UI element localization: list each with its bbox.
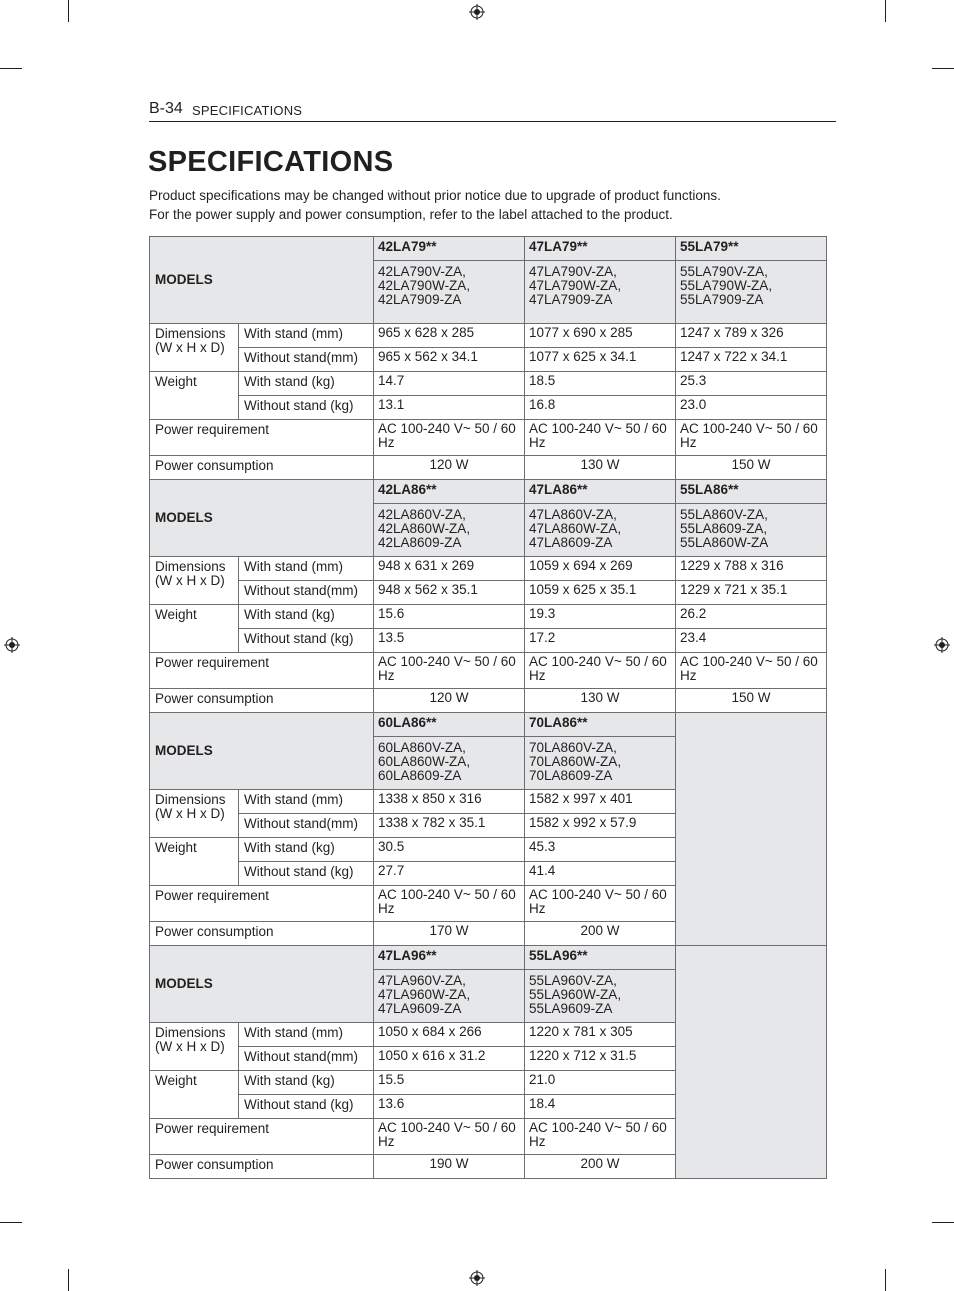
power-consumption-label: Power consumption xyxy=(150,1155,374,1179)
with-stand-mm-label: With stand (mm) xyxy=(239,557,374,581)
with-stand-mm-label: With stand (mm) xyxy=(239,790,374,814)
weight-without-stand: 13.6 xyxy=(374,1095,525,1119)
without-stand-mm-label: Without stand(mm) xyxy=(239,814,374,838)
dimension-with-stand: 948 x 631 x 269 xyxy=(374,557,525,581)
power-requirement: AC 100-240 V~ 50 / 60 Hz xyxy=(676,420,827,456)
variant: 55LA960V-ZA, xyxy=(529,973,617,988)
empty-cell xyxy=(676,713,827,946)
registration-mark-icon xyxy=(934,637,950,653)
variant: 60LA860V-ZA, xyxy=(378,740,466,755)
weight-without-stand: 13.1 xyxy=(374,396,525,420)
power-requirement: AC 100-240 V~ 50 / 60 Hz xyxy=(374,653,525,689)
registration-mark-icon xyxy=(469,4,485,20)
model-variants xyxy=(374,970,525,1023)
dimension-with-stand: 1050 x 684 x 266 xyxy=(374,1023,525,1047)
variant: 70LA8609-ZA xyxy=(529,768,613,783)
dimension-with-stand: 1220 x 781 x 305 xyxy=(525,1023,676,1047)
crop-mark xyxy=(0,68,22,69)
model-name: 55LA86** xyxy=(676,480,827,504)
power-requirement-label: Power requirement xyxy=(150,420,374,456)
variant: 42LA7909-ZA xyxy=(378,292,462,307)
table-row xyxy=(150,420,827,456)
model-name: 47LA79** xyxy=(525,237,676,261)
registration-mark-icon xyxy=(4,637,20,653)
without-stand-kg-label: Without stand (kg) xyxy=(239,629,374,653)
variant: 60LA8609-ZA xyxy=(378,768,462,783)
variant: 47LA8609-ZA xyxy=(529,535,613,550)
dimension-with-stand: 1338 x 850 x 316 xyxy=(374,790,525,814)
variant: 55LA7909-ZA xyxy=(680,292,764,307)
weight-with-stand: 21.0 xyxy=(525,1071,676,1095)
models-label: MODELS xyxy=(150,480,374,557)
without-stand-mm-label: Without stand(mm) xyxy=(239,1047,374,1071)
models-label: MODELS xyxy=(150,946,374,1023)
weight-without-stand: 41.4 xyxy=(525,862,676,886)
variant: 60LA860W-ZA, xyxy=(378,754,471,769)
model-name: 55LA79** xyxy=(676,237,827,261)
weight-without-stand: 23.0 xyxy=(676,396,827,420)
crop-mark xyxy=(885,1269,886,1291)
variant: 55LA960W-ZA, xyxy=(529,987,622,1002)
variant: 47LA860W-ZA, xyxy=(529,521,622,536)
page-header xyxy=(149,100,836,122)
registration-mark-icon xyxy=(469,1270,485,1286)
variant: 47LA790V-ZA, xyxy=(529,264,617,279)
models-header-row xyxy=(150,946,827,970)
dimension-without-stand: 1059 x 625 x 35.1 xyxy=(525,581,676,605)
dimension-with-stand: 1229 x 788 x 316 xyxy=(676,557,827,581)
power-requirement: AC 100-240 V~ 50 / 60 Hz xyxy=(525,886,676,922)
power-requirement: AC 100-240 V~ 50 / 60 Hz xyxy=(525,1119,676,1155)
model-name: 47LA86** xyxy=(525,480,676,504)
crop-mark xyxy=(932,68,954,69)
model-variants xyxy=(525,737,676,790)
model-name: 47LA96** xyxy=(374,946,525,970)
power-requirement: AC 100-240 V~ 50 / 60 Hz xyxy=(374,886,525,922)
table-row xyxy=(150,324,827,348)
weight-with-stand: 14.7 xyxy=(374,372,525,396)
weight-label: Weight xyxy=(150,605,239,653)
models-header-row xyxy=(150,713,827,737)
power-consumption: 120 W xyxy=(374,456,525,480)
with-stand-kg-label: With stand (kg) xyxy=(239,1071,374,1095)
dimension-without-stand: 1077 x 625 x 34.1 xyxy=(525,348,676,372)
variant: 55LA9609-ZA xyxy=(529,1001,613,1016)
power-requirement-label: Power requirement xyxy=(150,886,374,922)
crop-mark xyxy=(932,1222,954,1223)
power-consumption-label: Power consumption xyxy=(150,456,374,480)
model-name: 42LA79** xyxy=(374,237,525,261)
model-name: 70LA86** xyxy=(525,713,676,737)
variant: 47LA7909-ZA xyxy=(529,292,613,307)
models-label: MODELS xyxy=(150,237,374,324)
weight-without-stand: 27.7 xyxy=(374,862,525,886)
without-stand-mm-label: Without stand(mm) xyxy=(239,348,374,372)
weight-with-stand: 25.3 xyxy=(676,372,827,396)
dimension-with-stand: 965 x 628 x 285 xyxy=(374,324,525,348)
crop-mark xyxy=(0,1222,22,1223)
with-stand-kg-label: With stand (kg) xyxy=(239,372,374,396)
with-stand-kg-label: With stand (kg) xyxy=(239,838,374,862)
dimensions-label: Dimensions (W x H x D) xyxy=(150,557,239,605)
section-name: SPECIFICATIONS xyxy=(192,103,303,118)
table-row xyxy=(150,396,827,420)
weight-with-stand: 26.2 xyxy=(676,605,827,629)
without-stand-kg-label: Without stand (kg) xyxy=(239,862,374,886)
page-number: B-34 xyxy=(149,100,183,117)
empty-cell xyxy=(676,946,827,1179)
table-row xyxy=(150,581,827,605)
dimensions-label: Dimensions (W x H x D) xyxy=(150,324,239,372)
power-consumption: 130 W xyxy=(525,456,676,480)
model-variants xyxy=(676,504,827,557)
intro-text xyxy=(149,186,721,224)
page-title: SPECIFICATIONS xyxy=(148,146,394,178)
specifications-table xyxy=(149,236,827,1179)
crop-mark xyxy=(68,0,69,22)
intro-line: Product specifications may be changed without prior notice due to upgrade of product functions. xyxy=(149,188,721,203)
dimension-with-stand: 1077 x 690 x 285 xyxy=(525,324,676,348)
without-stand-kg-label: Without stand (kg) xyxy=(239,396,374,420)
dimensions-label: Dimensions (W x H x D) xyxy=(150,790,239,838)
dimension-without-stand: 1247 x 722 x 34.1 xyxy=(676,348,827,372)
weight-with-stand: 18.5 xyxy=(525,372,676,396)
dimension-without-stand: 1338 x 782 x 35.1 xyxy=(374,814,525,838)
weight-without-stand: 13.5 xyxy=(374,629,525,653)
intro-line: For the power supply and power consumption, refer to the label attached to the product. xyxy=(149,207,673,222)
model-variants xyxy=(374,504,525,557)
with-stand-kg-label: With stand (kg) xyxy=(239,605,374,629)
weight-with-stand: 15.6 xyxy=(374,605,525,629)
variant: 47LA860V-ZA, xyxy=(529,507,617,522)
weight-without-stand: 18.4 xyxy=(525,1095,676,1119)
crop-mark xyxy=(68,1269,69,1291)
variant: 70LA860V-ZA, xyxy=(529,740,617,755)
model-name: 55LA96** xyxy=(525,946,676,970)
table-row xyxy=(150,372,827,396)
model-variants xyxy=(374,737,525,790)
model-variants xyxy=(525,261,676,324)
dimension-without-stand: 1220 x 712 x 31.5 xyxy=(525,1047,676,1071)
model-variants xyxy=(374,261,525,324)
variant: 42LA860V-ZA, xyxy=(378,507,466,522)
dimension-with-stand: 1582 x 997 x 401 xyxy=(525,790,676,814)
variant: 42LA790V-ZA, xyxy=(378,264,466,279)
weight-label: Weight xyxy=(150,372,239,420)
dimension-without-stand: 965 x 562 x 34.1 xyxy=(374,348,525,372)
variant: 47LA9609-ZA xyxy=(378,1001,462,1016)
variant: 55LA8609-ZA, xyxy=(680,521,768,536)
weight-label: Weight xyxy=(150,838,239,886)
with-stand-mm-label: With stand (mm) xyxy=(239,1023,374,1047)
variant: 42LA8609-ZA xyxy=(378,535,462,550)
table-row xyxy=(150,689,827,713)
weight-with-stand: 19.3 xyxy=(525,605,676,629)
table-row xyxy=(150,629,827,653)
dimension-without-stand: 1229 x 721 x 35.1 xyxy=(676,581,827,605)
model-name: 42LA86** xyxy=(374,480,525,504)
table-row xyxy=(150,348,827,372)
weight-with-stand: 30.5 xyxy=(374,838,525,862)
power-consumption: 200 W xyxy=(525,1155,676,1179)
model-variants xyxy=(525,504,676,557)
power-requirement-label: Power requirement xyxy=(150,1119,374,1155)
variant: 55LA790V-ZA, xyxy=(680,264,768,279)
variant: 47LA790W-ZA, xyxy=(529,278,622,293)
model-name: 60LA86** xyxy=(374,713,525,737)
dimensions-label: Dimensions (W x H x D) xyxy=(150,1023,239,1071)
power-requirement-label: Power requirement xyxy=(150,653,374,689)
models-header-row xyxy=(150,480,827,504)
variant: 42LA860W-ZA, xyxy=(378,521,471,536)
variant: 47LA960W-ZA, xyxy=(378,987,471,1002)
power-consumption: 120 W xyxy=(374,689,525,713)
power-consumption-label: Power consumption xyxy=(150,689,374,713)
without-stand-kg-label: Without stand (kg) xyxy=(239,1095,374,1119)
variant: 55LA860V-ZA, xyxy=(680,507,768,522)
power-requirement: AC 100-240 V~ 50 / 60 Hz xyxy=(676,653,827,689)
variant: 42LA790W-ZA, xyxy=(378,278,471,293)
without-stand-mm-label: Without stand(mm) xyxy=(239,581,374,605)
models-label: MODELS xyxy=(150,713,374,790)
dimension-with-stand: 1247 x 789 x 326 xyxy=(676,324,827,348)
model-variants xyxy=(676,261,827,324)
power-consumption: 200 W xyxy=(525,922,676,946)
table-row xyxy=(150,605,827,629)
weight-without-stand: 16.8 xyxy=(525,396,676,420)
models-header-row xyxy=(150,237,827,261)
dimension-with-stand: 1059 x 694 x 269 xyxy=(525,557,676,581)
weight-without-stand: 17.2 xyxy=(525,629,676,653)
table-row xyxy=(150,557,827,581)
power-consumption: 130 W xyxy=(525,689,676,713)
power-consumption-label: Power consumption xyxy=(150,922,374,946)
dimension-without-stand: 1050 x 616 x 31.2 xyxy=(374,1047,525,1071)
variant: 47LA960V-ZA, xyxy=(378,973,466,988)
table-row xyxy=(150,653,827,689)
variant: 70LA860W-ZA, xyxy=(529,754,622,769)
power-consumption: 150 W xyxy=(676,456,827,480)
crop-mark xyxy=(885,0,886,22)
dimension-without-stand: 948 x 562 x 35.1 xyxy=(374,581,525,605)
weight-without-stand: 23.4 xyxy=(676,629,827,653)
power-requirement: AC 100-240 V~ 50 / 60 Hz xyxy=(525,420,676,456)
power-consumption: 190 W xyxy=(374,1155,525,1179)
variant: 55LA790W-ZA, xyxy=(680,278,773,293)
dimension-without-stand: 1582 x 992 x 57.9 xyxy=(525,814,676,838)
model-variants xyxy=(525,970,676,1023)
weight-with-stand: 45.3 xyxy=(525,838,676,862)
table-row xyxy=(150,456,827,480)
with-stand-mm-label: With stand (mm) xyxy=(239,324,374,348)
power-consumption: 170 W xyxy=(374,922,525,946)
power-consumption: 150 W xyxy=(676,689,827,713)
power-requirement: AC 100-240 V~ 50 / 60 Hz xyxy=(374,420,525,456)
weight-label: Weight xyxy=(150,1071,239,1119)
power-requirement: AC 100-240 V~ 50 / 60 Hz xyxy=(525,653,676,689)
variant: 55LA860W-ZA xyxy=(680,535,769,550)
weight-with-stand: 15.5 xyxy=(374,1071,525,1095)
power-requirement: AC 100-240 V~ 50 / 60 Hz xyxy=(374,1119,525,1155)
